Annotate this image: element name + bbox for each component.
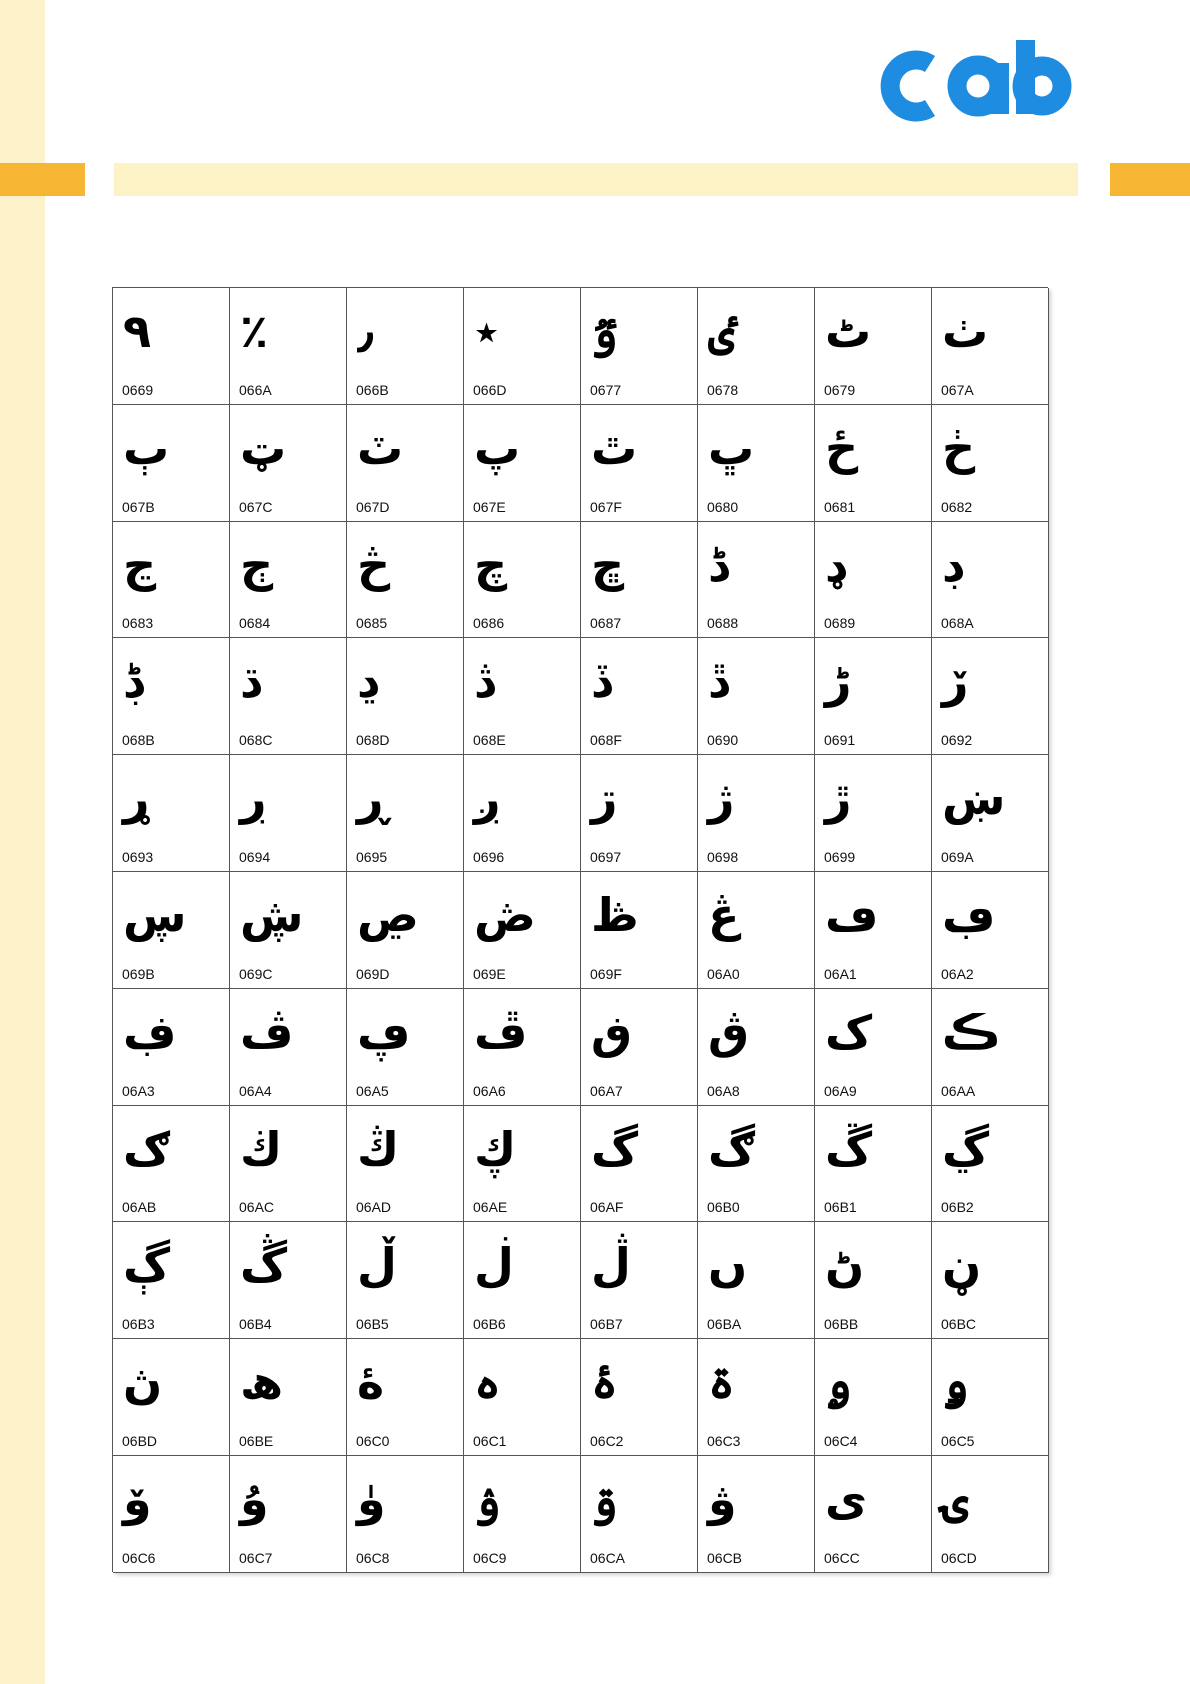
glyph-character: ڒ bbox=[942, 654, 969, 709]
glyph-character: ڝ bbox=[357, 887, 419, 942]
glyph-cell bbox=[230, 1222, 347, 1339]
glyph-character: ڭ bbox=[357, 1121, 400, 1176]
glyph-codepoint: 068F bbox=[590, 732, 622, 749]
glyph-cell bbox=[464, 1456, 581, 1573]
glyph-character: ڟ bbox=[591, 887, 639, 942]
glyph-codepoint: 0691 bbox=[824, 732, 856, 749]
glyph-codepoint: 0677 bbox=[590, 381, 622, 398]
glyph-cell bbox=[932, 522, 1049, 639]
glyph-codepoint: 068E bbox=[473, 732, 506, 749]
glyph-codepoint: 0689 bbox=[824, 615, 856, 632]
unicode-glyph-table bbox=[112, 287, 1048, 1572]
glyph-codepoint: 06C6 bbox=[122, 1549, 156, 1566]
glyph-codepoint: 0698 bbox=[707, 848, 739, 865]
glyph-character: ۄ bbox=[825, 1355, 852, 1410]
glyph-character: ټ bbox=[240, 420, 287, 475]
glyph-cell bbox=[230, 522, 347, 639]
glyph-codepoint: 069B bbox=[122, 965, 155, 982]
left-margin-stripe bbox=[0, 0, 45, 1684]
glyph-cell bbox=[113, 989, 230, 1106]
glyph-cell bbox=[581, 1222, 698, 1339]
glyph-codepoint: 06AA bbox=[941, 1082, 976, 1099]
header-band-left bbox=[0, 163, 85, 196]
glyph-character: ڈ bbox=[708, 537, 729, 592]
glyph-codepoint: 06BE bbox=[239, 1432, 274, 1449]
glyph-cell bbox=[815, 872, 932, 989]
glyph-character: ک bbox=[825, 1004, 873, 1059]
glyph-character: ڮ bbox=[474, 1121, 517, 1176]
glyph-character: ۍ bbox=[942, 1471, 969, 1526]
glyph-codepoint: 06B4 bbox=[239, 1316, 272, 1333]
glyph-codepoint: 069F bbox=[590, 965, 622, 982]
glyph-character: ڇ bbox=[591, 537, 625, 592]
glyph-cell bbox=[698, 1339, 815, 1456]
glyph-character: ڏ bbox=[591, 654, 612, 709]
glyph-character: ڤ bbox=[240, 1004, 294, 1059]
glyph-codepoint: 066B bbox=[356, 381, 389, 398]
glyph-cell bbox=[464, 1339, 581, 1456]
glyph-codepoint: 0686 bbox=[473, 615, 505, 632]
glyph-cell bbox=[815, 989, 932, 1106]
glyph-codepoint: 06A3 bbox=[122, 1082, 155, 1099]
glyph-character: ڰ bbox=[708, 1121, 756, 1176]
glyph-codepoint: 0681 bbox=[824, 498, 856, 515]
glyph-cell bbox=[230, 755, 347, 872]
glyph-character: ڞ bbox=[474, 887, 536, 942]
glyph-codepoint: 06A7 bbox=[590, 1082, 623, 1099]
glyph-character: ڶ bbox=[474, 1238, 514, 1293]
glyph-character: ڢ bbox=[942, 887, 996, 942]
glyph-cell bbox=[113, 405, 230, 522]
glyph-character: ڊ bbox=[942, 537, 963, 592]
glyph-character: ۆ bbox=[123, 1471, 152, 1526]
glyph-character: ځ bbox=[825, 420, 859, 475]
glyph-cell bbox=[815, 1222, 932, 1339]
glyph-character: ڳ bbox=[123, 1238, 171, 1293]
glyph-cell bbox=[347, 1106, 464, 1223]
glyph-cell bbox=[464, 638, 581, 755]
glyph-character: پ bbox=[474, 420, 521, 475]
glyph-cell bbox=[698, 1106, 815, 1223]
glyph-codepoint: 06B7 bbox=[590, 1316, 623, 1333]
glyph-codepoint: 06CC bbox=[824, 1549, 860, 1566]
glyph-codepoint: 0697 bbox=[590, 848, 622, 865]
glyph-character: ڛ bbox=[123, 887, 187, 942]
glyph-character: ڃ bbox=[123, 537, 157, 592]
glyph-character: ګ bbox=[123, 1121, 171, 1176]
glyph-character: ڲ bbox=[942, 1121, 990, 1176]
glyph-codepoint: 066D bbox=[473, 381, 507, 398]
glyph-character: ڐ bbox=[708, 654, 729, 709]
glyph-codepoint: 06BD bbox=[122, 1432, 158, 1449]
glyph-character: ۊ bbox=[591, 1471, 618, 1526]
glyph-character: ٩ bbox=[123, 304, 152, 358]
glyph-codepoint: 06C5 bbox=[941, 1432, 975, 1449]
glyph-cell bbox=[932, 405, 1049, 522]
glyph-codepoint: 06B2 bbox=[941, 1199, 974, 1216]
glyph-character: ٿ bbox=[591, 420, 638, 475]
glyph-character: ی bbox=[825, 1471, 868, 1526]
glyph-cell bbox=[347, 1456, 464, 1573]
glyph-codepoint: 067A bbox=[941, 381, 974, 398]
glyph-codepoint: 06BA bbox=[707, 1316, 742, 1333]
glyph-character: ڔ bbox=[240, 771, 267, 826]
glyph-cell bbox=[113, 522, 230, 639]
glyph-codepoint: 0696 bbox=[473, 848, 505, 865]
glyph-codepoint: 06A6 bbox=[473, 1082, 506, 1099]
glyph-character: ۉ bbox=[474, 1471, 501, 1526]
glyph-codepoint: 06B5 bbox=[356, 1316, 389, 1333]
glyph-cell bbox=[464, 405, 581, 522]
glyph-codepoint: 06A5 bbox=[356, 1082, 389, 1099]
glyph-character: ٭ bbox=[474, 304, 500, 358]
glyph-cell bbox=[113, 872, 230, 989]
glyph-cell bbox=[113, 1222, 230, 1339]
glyph-codepoint: 06B0 bbox=[707, 1199, 740, 1216]
glyph-cell bbox=[815, 638, 932, 755]
glyph-character: ٺ bbox=[942, 304, 989, 358]
glyph-cell bbox=[464, 522, 581, 639]
glyph-character: ٻ bbox=[123, 420, 170, 475]
glyph-cell bbox=[464, 288, 581, 405]
glyph-character: ۋ bbox=[708, 1471, 737, 1526]
glyph-codepoint: 06A9 bbox=[824, 1082, 857, 1099]
glyph-character: ږ bbox=[474, 771, 501, 826]
glyph-character: ڀ bbox=[708, 420, 755, 475]
glyph-codepoint: 068A bbox=[941, 615, 974, 632]
glyph-cell bbox=[464, 1222, 581, 1339]
glyph-cell bbox=[932, 1106, 1049, 1223]
glyph-codepoint: 069C bbox=[239, 965, 273, 982]
glyph-character: ڥ bbox=[357, 1004, 411, 1059]
glyph-character: ڦ bbox=[474, 1004, 528, 1059]
header-band-right bbox=[1110, 163, 1190, 196]
glyph-codepoint: 067C bbox=[239, 498, 273, 515]
glyph-cell bbox=[698, 1456, 815, 1573]
glyph-character: ۀ bbox=[357, 1355, 385, 1410]
glyph-codepoint: 0692 bbox=[941, 732, 973, 749]
glyph-codepoint: 0690 bbox=[707, 732, 739, 749]
glyph-cell bbox=[347, 522, 464, 639]
glyph-character: ڼ bbox=[942, 1238, 982, 1293]
glyph-character: ۈ bbox=[357, 1471, 386, 1526]
glyph-cell bbox=[581, 405, 698, 522]
glyph-character: ٹ bbox=[825, 304, 872, 358]
glyph-codepoint: 06B1 bbox=[824, 1199, 857, 1216]
glyph-character: ڄ bbox=[240, 537, 274, 592]
glyph-codepoint: 06AC bbox=[239, 1199, 275, 1216]
glyph-character: ڬ bbox=[240, 1121, 283, 1176]
glyph-cell bbox=[230, 872, 347, 989]
glyph-character: ۅ bbox=[942, 1355, 969, 1410]
glyph-cell bbox=[815, 1106, 932, 1223]
glyph-codepoint: 0699 bbox=[824, 848, 856, 865]
glyph-codepoint: 068C bbox=[239, 732, 273, 749]
glyph-cell bbox=[113, 1456, 230, 1573]
glyph-cell bbox=[230, 405, 347, 522]
glyph-cell bbox=[464, 755, 581, 872]
glyph-cell bbox=[698, 989, 815, 1106]
glyph-cell bbox=[581, 989, 698, 1106]
glyph-cell bbox=[464, 872, 581, 989]
glyph-character: ڗ bbox=[591, 771, 618, 826]
glyph-codepoint: 068B bbox=[122, 732, 155, 749]
glyph-character: ڡ bbox=[825, 887, 879, 942]
glyph-codepoint: 06CD bbox=[941, 1549, 977, 1566]
glyph-character: ھ bbox=[240, 1355, 284, 1410]
glyph-cell bbox=[347, 989, 464, 1106]
glyph-codepoint: 06A0 bbox=[707, 965, 740, 982]
glyph-codepoint: 06C7 bbox=[239, 1549, 273, 1566]
glyph-character: ں bbox=[708, 1238, 748, 1293]
glyph-cell bbox=[347, 872, 464, 989]
glyph-character: څ bbox=[357, 537, 391, 592]
glyph-codepoint: 06CA bbox=[590, 1549, 626, 1566]
glyph-codepoint: 06AE bbox=[473, 1199, 508, 1216]
glyph-cell bbox=[932, 638, 1049, 755]
glyph-cell bbox=[815, 405, 932, 522]
glyph-cell bbox=[113, 638, 230, 755]
glyph-cell bbox=[932, 872, 1049, 989]
glyph-character: ڴ bbox=[240, 1238, 288, 1293]
glyph-codepoint: 06A4 bbox=[239, 1082, 272, 1099]
glyph-character: ۃ bbox=[708, 1355, 735, 1410]
glyph-codepoint: 069E bbox=[473, 965, 506, 982]
glyph-codepoint: 06AF bbox=[590, 1199, 624, 1216]
glyph-character: ڜ bbox=[240, 887, 304, 942]
glyph-cell bbox=[815, 755, 932, 872]
glyph-codepoint: 067F bbox=[590, 498, 622, 515]
glyph-cell bbox=[464, 989, 581, 1106]
glyph-codepoint: 067E bbox=[473, 498, 506, 515]
glyph-character: ڙ bbox=[825, 771, 852, 826]
glyph-cell bbox=[581, 872, 698, 989]
glyph-codepoint: 06A1 bbox=[824, 965, 857, 982]
glyph-cell bbox=[347, 1222, 464, 1339]
glyph-cell bbox=[698, 755, 815, 872]
glyph-character: ڌ bbox=[240, 654, 261, 709]
glyph-cell bbox=[230, 1456, 347, 1573]
glyph-character: ڷ bbox=[591, 1238, 631, 1293]
glyph-codepoint: 0695 bbox=[356, 848, 388, 865]
glyph-cell bbox=[698, 1222, 815, 1339]
glyph-codepoint: 06B6 bbox=[473, 1316, 506, 1333]
glyph-cell bbox=[698, 522, 815, 639]
glyph-character: ډ bbox=[825, 537, 846, 592]
glyph-codepoint: 0685 bbox=[356, 615, 388, 632]
glyph-codepoint: 069D bbox=[356, 965, 390, 982]
glyph-character: ڋ bbox=[123, 654, 144, 709]
glyph-cell bbox=[932, 989, 1049, 1106]
glyph-codepoint: 067D bbox=[356, 498, 390, 515]
glyph-codepoint: 06BC bbox=[941, 1316, 977, 1333]
glyph-cell bbox=[815, 1456, 932, 1573]
glyph-cell bbox=[230, 1106, 347, 1223]
glyph-character: ڵ bbox=[357, 1238, 397, 1293]
glyph-codepoint: 0693 bbox=[122, 848, 154, 865]
glyph-character: ڪ bbox=[942, 1004, 1001, 1059]
glyph-character: چ bbox=[474, 537, 508, 592]
glyph-codepoint: 06C8 bbox=[356, 1549, 390, 1566]
glyph-codepoint: 06C3 bbox=[707, 1432, 741, 1449]
glyph-character: ٫ bbox=[357, 304, 375, 358]
glyph-character: ڂ bbox=[942, 420, 976, 475]
glyph-character: ٪ bbox=[240, 304, 269, 358]
glyph-codepoint: 0678 bbox=[707, 381, 739, 398]
glyph-cell bbox=[932, 1456, 1049, 1573]
glyph-codepoint: 0679 bbox=[824, 381, 856, 398]
glyph-codepoint: 069A bbox=[941, 848, 974, 865]
glyph-character: ړ bbox=[123, 771, 150, 826]
glyph-character: گ bbox=[591, 1121, 639, 1176]
glyph-cell bbox=[815, 522, 932, 639]
glyph-cell bbox=[698, 872, 815, 989]
glyph-codepoint: 06AB bbox=[122, 1199, 157, 1216]
glyph-codepoint: 0684 bbox=[239, 615, 271, 632]
glyph-codepoint: 06B3 bbox=[122, 1316, 155, 1333]
glyph-codepoint: 06C0 bbox=[356, 1432, 390, 1449]
glyph-character: ڱ bbox=[825, 1121, 873, 1176]
glyph-codepoint: 06C4 bbox=[824, 1432, 858, 1449]
glyph-character: ڠ bbox=[708, 887, 740, 942]
glyph-codepoint: 06AD bbox=[356, 1199, 392, 1216]
glyph-codepoint: 06BB bbox=[824, 1316, 859, 1333]
glyph-codepoint: 0683 bbox=[122, 615, 154, 632]
glyph-cell bbox=[347, 405, 464, 522]
glyph-cell bbox=[932, 1222, 1049, 1339]
glyph-character: ٽ bbox=[357, 420, 404, 475]
glyph-cell bbox=[230, 288, 347, 405]
glyph-cell bbox=[230, 638, 347, 755]
glyph-cell bbox=[581, 288, 698, 405]
glyph-codepoint: 067B bbox=[122, 498, 155, 515]
glyph-cell bbox=[698, 638, 815, 755]
glyph-cell bbox=[815, 1339, 932, 1456]
glyph-cell bbox=[113, 1339, 230, 1456]
glyph-character: ڑ bbox=[825, 654, 852, 709]
glyph-codepoint: 0688 bbox=[707, 615, 739, 632]
glyph-character: ہ bbox=[474, 1355, 501, 1410]
glyph-cell bbox=[230, 989, 347, 1106]
glyph-cell bbox=[347, 1339, 464, 1456]
glyph-cell bbox=[347, 755, 464, 872]
glyph-character: ڍ bbox=[357, 654, 378, 709]
glyph-codepoint: 0680 bbox=[707, 498, 739, 515]
glyph-codepoint: 0694 bbox=[239, 848, 271, 865]
glyph-codepoint: 068D bbox=[356, 732, 390, 749]
glyph-cell bbox=[932, 288, 1049, 405]
glyph-character: ڽ bbox=[123, 1355, 163, 1410]
glyph-cell bbox=[932, 755, 1049, 872]
glyph-character: ڕ bbox=[357, 771, 389, 826]
glyph-character: ڻ bbox=[825, 1238, 865, 1293]
glyph-character: ژ bbox=[708, 771, 735, 826]
glyph-cell bbox=[581, 755, 698, 872]
glyph-character: ٷ bbox=[591, 304, 618, 358]
glyph-cell bbox=[581, 1456, 698, 1573]
glyph-cell bbox=[113, 1106, 230, 1223]
glyph-cell bbox=[581, 1106, 698, 1223]
glyph-character: ۇ bbox=[240, 1471, 269, 1526]
glyph-codepoint: 06CB bbox=[707, 1549, 743, 1566]
glyph-character: ڣ bbox=[123, 1004, 177, 1059]
glyph-character: ڨ bbox=[708, 1004, 750, 1059]
glyph-cell bbox=[347, 288, 464, 405]
glyph-codepoint: 0669 bbox=[122, 381, 154, 398]
glyph-codepoint: 06A2 bbox=[941, 965, 974, 982]
glyph-cell bbox=[581, 522, 698, 639]
glyph-codepoint: 06C9 bbox=[473, 1549, 507, 1566]
glyph-codepoint: 06C1 bbox=[473, 1432, 507, 1449]
glyph-cell bbox=[464, 1106, 581, 1223]
glyph-cell bbox=[698, 288, 815, 405]
glyph-codepoint: 0682 bbox=[941, 498, 973, 515]
glyph-character: ٸ bbox=[708, 304, 735, 358]
glyph-cell bbox=[113, 288, 230, 405]
cab-logo bbox=[866, 30, 1076, 130]
glyph-codepoint: 06C2 bbox=[590, 1432, 624, 1449]
glyph-codepoint: 066A bbox=[239, 381, 272, 398]
glyph-character: ښ bbox=[942, 771, 1006, 826]
glyph-cell bbox=[932, 1339, 1049, 1456]
glyph-cell bbox=[581, 1339, 698, 1456]
header-band-center bbox=[114, 163, 1078, 196]
glyph-character: ڎ bbox=[474, 654, 495, 709]
glyph-cell bbox=[815, 288, 932, 405]
glyph-cell bbox=[113, 755, 230, 872]
glyph-cell bbox=[581, 638, 698, 755]
glyph-codepoint: 06A8 bbox=[707, 1082, 740, 1099]
glyph-codepoint: 0687 bbox=[590, 615, 622, 632]
glyph-cell bbox=[698, 405, 815, 522]
glyph-cell bbox=[230, 1339, 347, 1456]
glyph-cell bbox=[347, 638, 464, 755]
glyph-character: ۂ bbox=[591, 1355, 618, 1410]
glyph-character: ڧ bbox=[591, 1004, 633, 1059]
